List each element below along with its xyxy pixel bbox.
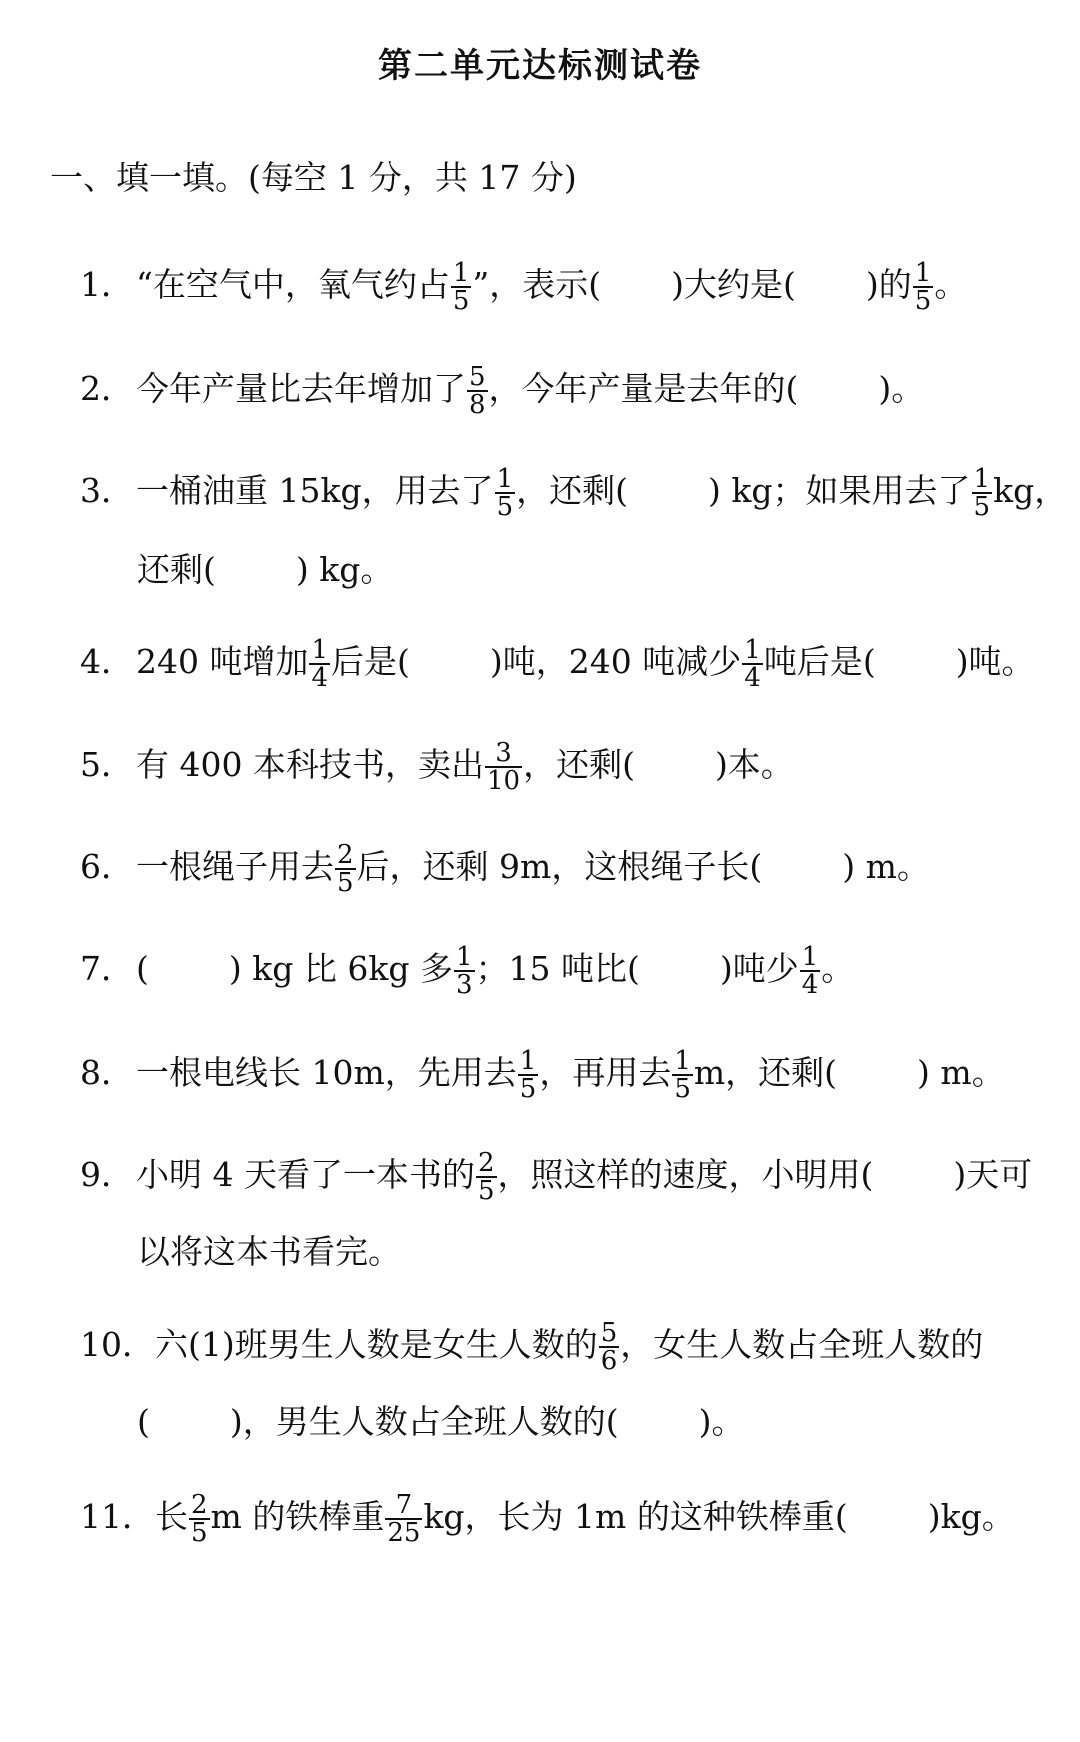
question-4: 4． 240 吨增加 $\frac{1}{4}$ 后是( )吨，240 吨减少 $\frac{1}{4}$ 吨后是( )吨。 — [80, 635, 1035, 693]
fraction: $\frac{2}{5}$ — [337, 840, 354, 898]
fraction: $\frac{1}{4}$ — [801, 942, 819, 1000]
fraction: $\frac{1}{5}$ — [674, 1046, 691, 1104]
question-number: 3． — [80, 471, 134, 510]
question-number: 8． — [80, 1053, 134, 1092]
question-9: 9． 小明 4 天看了一本书的 $\frac{2}{5}$ ，照这样的速度，小明用( )天可 — [80, 1148, 1033, 1206]
question-9-continued: 以将这本书看完。 — [137, 1232, 401, 1271]
question-number: 7． — [80, 949, 134, 988]
question-10-continued: ( )，男生人数占全班人数的( )。 — [137, 1402, 745, 1441]
question-number: 6． — [80, 847, 134, 886]
question-10: 10． 六(1)班男生人数是女生人数的 $\frac{5}{6}$ ，女生人数占全班人数的 — [80, 1318, 984, 1376]
question-11: 11． 长 $\frac{2}{5}$ m 的铁棒重 $\frac{7}{25}$ kg，长为 1m 的这种铁棒重( )kg。 — [80, 1490, 1015, 1548]
question-number: 5． — [80, 745, 134, 784]
question-1: 1． “在空气中，氧气约占 $\frac{1}{5}$ ”，表示( )大约是( )的 $\frac{1}{5}$ 。 — [80, 258, 968, 316]
fraction: $\frac{1}{4}$ — [744, 635, 761, 693]
question-number: 9． — [80, 1155, 134, 1194]
page-title: 第二单元达标测试卷 — [378, 46, 702, 86]
fraction: $\frac{3}{10}$ — [486, 738, 521, 796]
question-number: 10． — [80, 1325, 155, 1364]
fraction: $\frac{5}{8}$ — [469, 362, 486, 420]
fraction: $\frac{2}{5}$ — [191, 1490, 208, 1548]
question-number: 2． — [80, 369, 134, 408]
fraction: $\frac{1}{4}$ — [311, 635, 329, 693]
fraction: $\frac{1}{3}$ — [455, 942, 473, 1000]
fraction: $\frac{1}{5}$ — [973, 464, 991, 522]
question-number: 4． — [80, 642, 134, 681]
fraction: $\frac{1}{5}$ — [519, 1046, 537, 1104]
question-5: 5． 有 400 本科技书，卖出 $\frac{3}{10}$ ，还剩( )本。 — [80, 738, 794, 796]
question-6: 6． 一根绳子用去 $\frac{2}{5}$ 后，还剩 9m，这根绳子长( ) m。 — [80, 840, 930, 898]
question-7: 7． ( ) kg 比 6kg 多 $\frac{1}{3}$ ；15 吨比( )吨少 $\frac{1}{4}$ 。 — [80, 942, 855, 1000]
question-8: 8． 一根电线长 10m，先用去 $\frac{1}{5}$ ，再用去 $\frac{1}{5}$ m，还剩( ) m。 — [80, 1046, 1005, 1104]
question-2: 2． 今年产量比去年增加了 $\frac{5}{8}$ ，今年产量是去年的( )。 — [80, 362, 925, 420]
question-number: 1． — [80, 265, 134, 304]
fraction: $\frac{1}{5}$ — [452, 258, 470, 316]
fraction: $\frac{7}{25}$ — [387, 1490, 421, 1548]
question-3: 3． 一桶油重 15kg，用去了 $\frac{1}{5}$ ，还剩( ) kg；如果用去了 $\frac{1}{5}$ kg， — [80, 464, 1068, 522]
fraction: $\frac{1}{5}$ — [914, 258, 932, 316]
question-number: 11． — [80, 1497, 155, 1536]
fraction: $\frac{2}{5}$ — [477, 1148, 495, 1206]
section-heading: 一、填一填。(每空 1 分，共 17 分) — [50, 158, 577, 197]
question-3-continued: 还剩( ) kg。 — [137, 550, 394, 589]
fraction: $\frac{1}{5}$ — [496, 464, 514, 522]
fraction: $\frac{5}{6}$ — [600, 1318, 618, 1376]
